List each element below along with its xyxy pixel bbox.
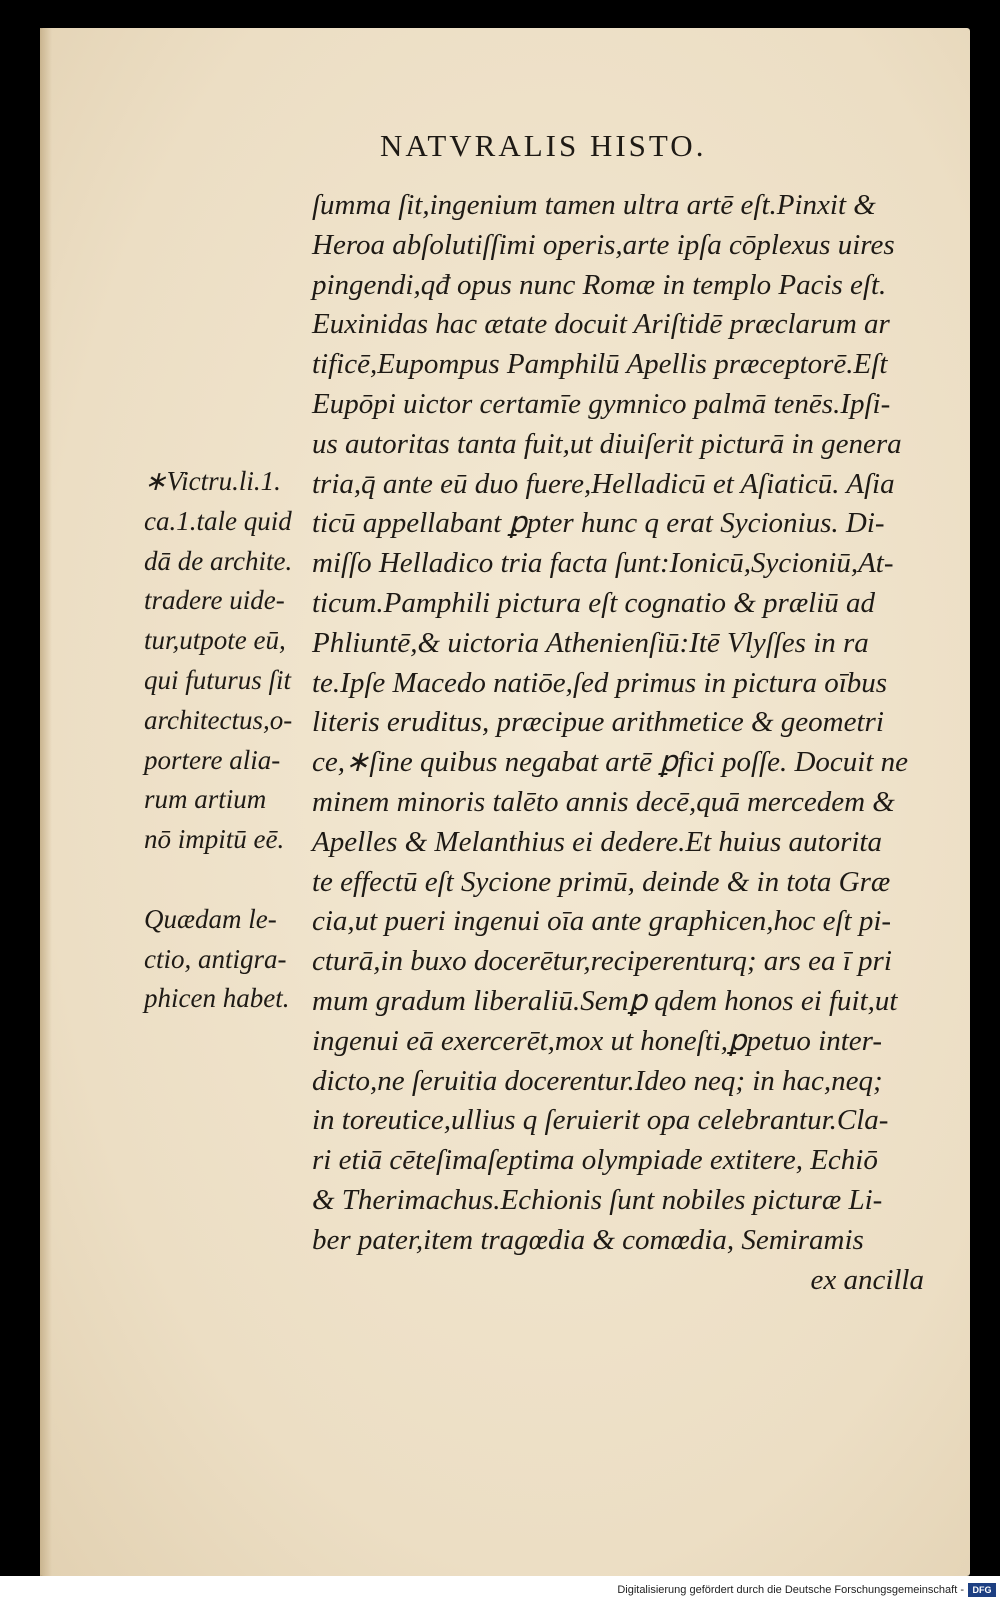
text-line: Eupōpi uictor certamīe gymnico palmā tenēs.Ipſi- [312, 387, 891, 420]
text-line: Euxinidas hac ætate docuit Ariſtidē præclarum ar [312, 308, 890, 341]
margin-note-line: ∗Victru.li.1. [144, 466, 281, 496]
text-line: in toreutice,ullius q ſeruierit opa celebrantur.Cla- [312, 1104, 889, 1137]
margin-note-line: architectus,o- [144, 704, 293, 735]
main-text-block [312, 186, 930, 1300]
text-line: ce,∗ſine quibus negabat artē ꝑfici poſſe. Docuit ne [312, 746, 909, 779]
text-line: ticum.Pamphili pictura eſt cognatio & præliū ad [312, 586, 876, 619]
text-line: miſſo Helladico tria facta ſunt:Ionicū,Sycioniū,At- [312, 547, 894, 580]
text-line: ber pater,item tragœdia & comœdia, Semiramis [312, 1223, 864, 1256]
margin-note-line: tradere uide- [144, 585, 285, 616]
text-line: ri etiā cēteſimaſeptima olympiade extitere, Echiō [312, 1144, 878, 1177]
text-line: ingenui eā exercerēt,mox ut honeſti,ꝑpetuo inter- [312, 1024, 882, 1057]
margin-note-line: Quædam le- [144, 903, 277, 934]
text-line: & Therimachus.Echionis ſunt nobiles picturæ Li- [312, 1183, 883, 1216]
footer-credit: Digitalisierung gefördert durch die Deutsche Forschungsgemeinschaft - [617, 1584, 964, 1596]
text-line: ticū appellabant ꝑpter hunc q erat Sycionius. Di- [312, 507, 885, 540]
text-line: minem minoris talēto annis decē,quā mercedem & [312, 785, 895, 818]
text-line: te effectū eſt Sycione primū, deinde & in tota Græ [312, 865, 891, 898]
margin-note-line: ca.1.tale quid [144, 505, 292, 536]
margin-note-line: tur,utpote eū, [144, 625, 286, 656]
margin-note-line: ctio, antigra- [144, 943, 287, 974]
margin-note-spacer [144, 860, 314, 900]
text-line: pingendi,qđ opus nunc Romæ in templo Pacis eſt. [312, 268, 887, 301]
text-line: tificē,Eupompus Pamphilū Apellis præceptorē.Eſt [312, 348, 888, 381]
text-line: ſumma ſit,ingenium tamen ultra artē eſt.Pinxit & [312, 189, 876, 221]
margin-note-line: qui futurus ſit [144, 664, 292, 695]
running-head: NATVRALIS HISTO. [380, 128, 707, 163]
margin-note-line: dā de archite. [144, 545, 293, 576]
text-line: Phliuntē,& uictoria Athenienſiū:Itē Vlyſſes in ra [312, 626, 869, 659]
margin-note-line: portere alia- [144, 744, 281, 775]
marginal-notes [144, 462, 314, 1019]
text-line: literis eruditus, præcipue arithmetice & geometri [312, 706, 884, 739]
text-line: Apelles & Melanthius ei dedere.Et huius autorita [312, 825, 882, 858]
text-line: dicto,ne ſeruitia docerentur.Ideo neq; in hac,neq; [312, 1064, 883, 1097]
page-gutter-shadow [40, 28, 52, 1576]
text-line: cturā,in buxo docerētur,reciperenturq; ars ea ī pri [312, 945, 892, 978]
text-line: mum gradum liberaliū.Semꝑ qdem honos ei fuit,ut [312, 984, 898, 1017]
text-line: Heroa abſolutiſſimi operis,arte ipſa cōplexus uires [312, 228, 895, 261]
margin-note-line: nō impitū eē. [144, 824, 285, 855]
text-line: cia,ut pueri ingenui oīa ante graphicen,hoc eſt pi- [312, 905, 892, 938]
footer-bar [0, 1576, 1000, 1600]
catchword: ex ancilla [810, 1263, 924, 1296]
text-line: us autoritas tanta fuit,ut diuiſerit picturā in genera [312, 427, 902, 460]
margin-note-line: phicen habet. [144, 983, 290, 1014]
dfg-logo-icon: DFG [968, 1583, 996, 1597]
text-line: te.Ipſe Macedo natiōe,ſed primus in pictura oībus [312, 666, 888, 699]
text-line: tria,q̄ ante eū duo fuere,Helladicū et Aſiaticū. Aſia [312, 467, 895, 500]
margin-note-line: rum artium [144, 784, 267, 815]
